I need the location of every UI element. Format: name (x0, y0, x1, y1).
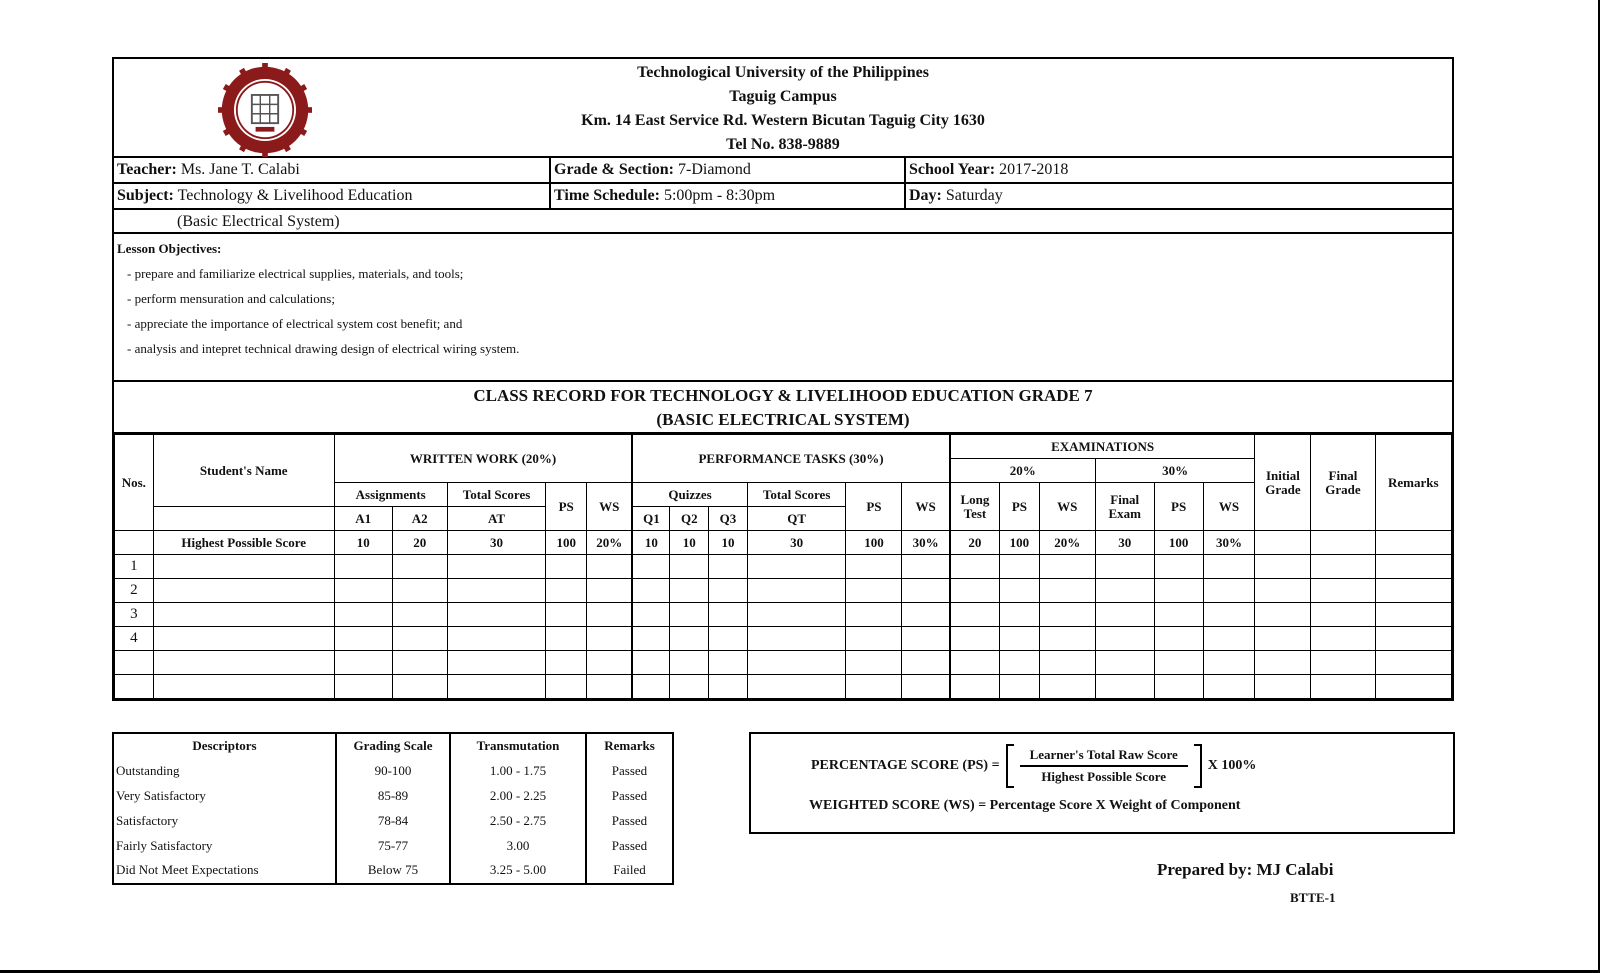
telephone: Tel No. 838-9889 (726, 136, 840, 153)
descriptor-transmutation: 3.00 (450, 833, 586, 858)
row-number[interactable] (115, 651, 154, 675)
a2-header: A2 (392, 507, 447, 531)
a1-header: A1 (334, 507, 392, 531)
day-value: Saturday (945, 187, 1003, 204)
score-cell[interactable] (1203, 579, 1255, 603)
class-record-sheet (112, 57, 1454, 701)
student-name-cell[interactable] (153, 603, 334, 627)
hps-value: 20 (392, 531, 447, 555)
score-cell[interactable] (632, 579, 670, 603)
score-cell[interactable] (334, 675, 392, 699)
score-cell[interactable] (447, 675, 546, 699)
student-row (115, 555, 1452, 579)
ps-numerator: Learner's Total Raw Score (1020, 747, 1188, 767)
score-cell[interactable] (1039, 651, 1095, 675)
teacher-value: Ms. Jane T. Calabi (180, 161, 300, 178)
score-cell[interactable] (1039, 627, 1095, 651)
descriptor-transmutation: 2.00 - 2.25 (450, 784, 586, 809)
ww-ws-header: WS (587, 483, 633, 531)
day-label: Day: (909, 187, 942, 204)
score-cell[interactable] (447, 651, 546, 675)
score-cell[interactable] (1255, 555, 1311, 579)
row-number[interactable]: 3 (115, 603, 154, 627)
descriptor-transmutation: 1.00 - 1.75 (450, 759, 586, 784)
score-cell[interactable] (670, 675, 709, 699)
score-cell[interactable] (950, 579, 1000, 603)
score-cell[interactable] (587, 579, 633, 603)
student-name-header: Student's Name (153, 435, 334, 507)
score-cell[interactable] (1154, 675, 1203, 699)
score-cell[interactable] (1203, 675, 1255, 699)
score-cell[interactable] (546, 555, 587, 579)
record-title-main: CLASS RECORD FOR TECHNOLOGY & LIVELIHOOD EDUCATION GRADE 7 (473, 386, 1093, 405)
score-cell[interactable] (709, 627, 748, 651)
score-cell[interactable] (950, 651, 1000, 675)
document-code: BTTE-1 (1290, 890, 1336, 905)
score-cell[interactable] (1203, 627, 1255, 651)
score-cell[interactable] (1311, 675, 1375, 699)
score-cell[interactable] (1375, 603, 1451, 627)
score-cell[interactable] (1000, 651, 1040, 675)
examinations-header: EXAMINATIONS (950, 435, 1255, 459)
score-cell[interactable] (670, 651, 709, 675)
score-cell[interactable] (447, 627, 546, 651)
score-cell[interactable] (902, 579, 950, 603)
prepared-by: Prepared by: MJ Calabi (1157, 860, 1334, 879)
score-cell[interactable] (902, 603, 950, 627)
university-name: Technological University of the Philippines (637, 64, 929, 81)
grade-value: 7-Diamond (677, 161, 751, 178)
descriptor-remark: Passed (611, 787, 648, 803)
score-cell[interactable] (1154, 651, 1203, 675)
teacher-label: Teacher: (117, 161, 177, 178)
score-cell[interactable] (1095, 603, 1154, 627)
score-cell[interactable] (632, 603, 670, 627)
score-cell[interactable] (587, 627, 633, 651)
lt-ws-header: WS (1039, 483, 1095, 531)
score-cell[interactable] (1154, 627, 1203, 651)
row-number[interactable]: 2 (115, 579, 154, 603)
fe-ps-header: PS (1154, 483, 1203, 531)
weighted-score-formula: WEIGHTED SCORE (WS) = Percentage Score X Weight of Component (809, 798, 1241, 813)
long-test-header: Long Test (950, 483, 1000, 531)
score-cell[interactable] (1311, 579, 1375, 603)
descriptor-remark: Passed (611, 837, 648, 853)
score-cell[interactable] (546, 651, 587, 675)
score-cell[interactable] (902, 675, 950, 699)
score-cell[interactable] (747, 675, 846, 699)
score-cell[interactable] (1039, 603, 1095, 627)
score-cell[interactable] (392, 627, 447, 651)
score-cell[interactable] (670, 555, 709, 579)
score-cell[interactable] (1203, 651, 1255, 675)
score-cell[interactable] (1375, 555, 1451, 579)
row-number[interactable]: 4 (115, 627, 154, 651)
descriptor-transmutation: 2.50 - 2.75 (450, 808, 586, 833)
score-cell[interactable] (902, 627, 950, 651)
descriptor-remark: Passed (611, 812, 648, 828)
student-name-cell[interactable] (153, 579, 334, 603)
score-cell[interactable] (587, 603, 633, 627)
hps-value: 30% (1203, 531, 1255, 555)
score-cell[interactable] (670, 627, 709, 651)
hps-value: 10 (709, 531, 748, 555)
score-cell[interactable] (632, 627, 670, 651)
record-title-sub: (BASIC ELECTRICAL SYSTEM) (656, 410, 910, 429)
row-number[interactable]: 1 (115, 555, 154, 579)
score-cell[interactable] (1000, 579, 1040, 603)
score-cell[interactable] (447, 603, 546, 627)
score-cell[interactable] (1311, 651, 1375, 675)
ps-multiplier: X 100% (1207, 758, 1257, 773)
hps-initial-cell (1255, 531, 1311, 555)
exam-weight-30: 30% (1095, 459, 1255, 483)
at-header: AT (447, 507, 546, 531)
descriptor-scale: 75-77 (336, 833, 450, 858)
lesson-objectives (114, 234, 1452, 382)
descriptor-scale: 78-84 (336, 808, 450, 833)
score-cell[interactable] (447, 555, 546, 579)
score-cell[interactable] (747, 555, 846, 579)
score-cell[interactable] (1154, 603, 1203, 627)
score-cell[interactable] (1000, 603, 1040, 627)
time-label: Time Schedule: (554, 187, 660, 204)
score-cell[interactable] (747, 651, 846, 675)
descriptor-transmutation: 3.25 - 5.00 (450, 858, 586, 883)
university-seal-icon (218, 63, 312, 157)
score-cell[interactable] (334, 603, 392, 627)
score-cell[interactable] (546, 627, 587, 651)
score-cell[interactable] (587, 555, 633, 579)
score-cell[interactable] (1375, 627, 1451, 651)
hps-value: 10 (334, 531, 392, 555)
score-cell[interactable] (587, 651, 633, 675)
score-cell[interactable] (587, 675, 633, 699)
record-title (114, 382, 1452, 434)
final-exam-header: Final Exam (1095, 483, 1154, 531)
score-cell[interactable] (747, 603, 846, 627)
score-cell[interactable] (1375, 675, 1451, 699)
score-cell[interactable] (1375, 651, 1451, 675)
campus-name: Taguig Campus (729, 88, 837, 105)
time-value: 5:00pm - 8:30pm (663, 187, 776, 204)
subject-label: Subject: (117, 187, 174, 204)
objective-item: - analysis and intepret technical drawing design of electrical wiring system. (127, 341, 520, 356)
score-cell[interactable] (546, 579, 587, 603)
grade-label: Grade & Section: (554, 161, 674, 178)
student-row (115, 603, 1452, 627)
score-cell[interactable] (632, 651, 670, 675)
assignments-header: Assignments (334, 483, 447, 507)
descriptor-scale: Below 75 (336, 858, 450, 883)
descriptor-name: Fairly Satisfactory (114, 833, 336, 858)
descriptor-remark: Passed (611, 763, 648, 779)
percentage-score-formula (811, 744, 1256, 788)
score-cell[interactable] (1255, 603, 1311, 627)
score-cell[interactable] (1375, 579, 1451, 603)
row-number[interactable] (115, 675, 154, 699)
descriptor-name: Outstanding (114, 759, 336, 784)
student-name-spacer (153, 507, 334, 531)
hps-label: Highest Possible Score (153, 531, 334, 555)
hps-value: 30 (1095, 531, 1154, 555)
hps-value: 30 (747, 531, 846, 555)
hps-value: 20% (1039, 531, 1095, 555)
descriptor-name: Satisfactory (114, 808, 336, 833)
written-work-header: WRITTEN WORK (20%) (334, 435, 632, 483)
score-cell[interactable] (334, 579, 392, 603)
score-cell[interactable] (1039, 555, 1095, 579)
school-header (114, 59, 1452, 158)
score-cell[interactable] (334, 555, 392, 579)
score-cell[interactable] (1154, 555, 1203, 579)
score-cell[interactable] (1255, 579, 1311, 603)
descriptor-scale: 90-100 (336, 759, 450, 784)
objective-item: - appreciate the importance of electrical system cost benefit; and (127, 316, 463, 331)
score-cell[interactable] (846, 555, 902, 579)
score-cell[interactable] (846, 603, 902, 627)
score-cell[interactable] (334, 651, 392, 675)
subject-value: Technology & Livelihood Education (177, 187, 413, 204)
ps-denominator: Highest Possible Score (1041, 769, 1167, 784)
student-name-cell[interactable] (153, 555, 334, 579)
ps-fraction (1014, 747, 1194, 785)
student-row (115, 627, 1452, 651)
score-cell[interactable] (1154, 579, 1203, 603)
score-cell[interactable] (846, 675, 902, 699)
score-cell[interactable] (846, 627, 902, 651)
score-cell[interactable] (1095, 579, 1154, 603)
remarks-header: Remarks (1375, 435, 1451, 531)
score-cell[interactable] (709, 579, 748, 603)
hps-final-cell (1311, 531, 1375, 555)
score-cell[interactable] (747, 627, 846, 651)
hps-value: 20% (587, 531, 633, 555)
score-cell[interactable] (632, 555, 670, 579)
score-cell[interactable] (392, 579, 447, 603)
final-grade-header: Final Grade (1311, 435, 1375, 531)
objective-item: - perform mensuration and calculations; (127, 291, 335, 306)
hps-value: 30% (902, 531, 950, 555)
score-cell[interactable] (709, 603, 748, 627)
pt-total-scores-header: Total Scores (747, 483, 846, 507)
score-cell[interactable] (1095, 627, 1154, 651)
q2-header: Q2 (670, 507, 709, 531)
score-cell[interactable] (1255, 627, 1311, 651)
info-row-1 (114, 158, 1452, 184)
quizzes-header: Quizzes (632, 483, 747, 507)
hps-value: 100 (546, 531, 587, 555)
score-cell[interactable] (950, 603, 1000, 627)
score-cell[interactable] (1039, 675, 1095, 699)
nos-header: Nos. (115, 435, 154, 531)
exam-weight-20: 20% (950, 459, 1095, 483)
score-cell[interactable] (902, 555, 950, 579)
score-cell[interactable] (846, 651, 902, 675)
student-name-cell[interactable] (153, 627, 334, 651)
score-cell[interactable] (709, 651, 748, 675)
score-cell[interactable] (670, 603, 709, 627)
score-cell[interactable] (392, 603, 447, 627)
objective-item: - prepare and familiarize electrical supplies, materials, and tools; (127, 266, 464, 281)
lt-ps-header: PS (1000, 483, 1040, 531)
score-cell[interactable] (546, 675, 587, 699)
score-cell[interactable] (846, 579, 902, 603)
subject-subtitle: (Basic Electrical System) (114, 210, 1452, 234)
class-record-table (114, 434, 1452, 699)
score-cell[interactable] (546, 603, 587, 627)
score-cell[interactable] (334, 627, 392, 651)
ww-ps-header: PS (546, 483, 587, 531)
descriptor-name: Very Satisfactory (114, 784, 336, 809)
objectives-title: Lesson Objectives: (117, 241, 222, 256)
right-bracket (1194, 744, 1202, 788)
score-cell[interactable] (1039, 579, 1095, 603)
score-cell[interactable] (709, 555, 748, 579)
pt-ps-header: PS (846, 483, 902, 531)
score-cell[interactable] (1255, 675, 1311, 699)
score-cell[interactable] (1311, 603, 1375, 627)
student-row (115, 579, 1452, 603)
fe-ws-header: WS (1203, 483, 1255, 531)
qt-header: QT (747, 507, 846, 531)
ww-total-scores-header: Total Scores (447, 483, 546, 507)
info-row-2 (114, 184, 1452, 210)
score-cell[interactable] (392, 555, 447, 579)
campus-address: Km. 14 East Service Rd. Western Bicutan Taguig City 1630 (581, 112, 985, 129)
score-cell[interactable] (1000, 555, 1040, 579)
q3-header: Q3 (709, 507, 748, 531)
descriptors-header: Descriptors (114, 734, 336, 759)
score-cell[interactable] (1000, 627, 1040, 651)
hps-nos-cell (115, 531, 154, 555)
student-row (115, 651, 1452, 675)
hps-remarks-cell (1375, 531, 1451, 555)
school-year-value: 2017-2018 (999, 161, 1069, 178)
student-name-cell[interactable] (153, 675, 334, 699)
grading-scale-header: Grading Scale (336, 734, 450, 759)
descriptor-name: Did Not Meet Expectations (114, 858, 336, 883)
hps-value: 20 (950, 531, 1000, 555)
pt-ws-header: WS (902, 483, 950, 531)
score-cell[interactable] (950, 675, 1000, 699)
score-cell[interactable] (392, 675, 447, 699)
transmutation-header: Transmutation (450, 734, 586, 759)
score-cell[interactable] (447, 579, 546, 603)
score-cell[interactable] (950, 555, 1000, 579)
score-cell[interactable] (1311, 555, 1375, 579)
score-cell[interactable] (1095, 651, 1154, 675)
hps-value: 10 (670, 531, 709, 555)
score-cell[interactable] (1311, 627, 1375, 651)
performance-tasks-header: PERFORMANCE TASKS (30%) (632, 435, 949, 483)
initial-grade-header: Initial Grade (1255, 435, 1311, 531)
score-cell[interactable] (632, 675, 670, 699)
score-cell[interactable] (1203, 555, 1255, 579)
score-cell[interactable] (902, 651, 950, 675)
score-cell[interactable] (1255, 651, 1311, 675)
score-cell[interactable] (392, 651, 447, 675)
score-cell[interactable] (1000, 675, 1040, 699)
hps-value: 100 (846, 531, 902, 555)
hps-value: 100 (1000, 531, 1040, 555)
descriptor-scale: 85-89 (336, 784, 450, 809)
ps-label: PERCENTAGE SCORE (PS) = (811, 758, 1000, 773)
score-cell[interactable] (950, 627, 1000, 651)
descriptor-remark: Failed (613, 862, 646, 878)
score-formula-box (749, 732, 1455, 834)
student-row (115, 675, 1452, 699)
grading-descriptors (112, 732, 674, 885)
school-year-label: School Year: (909, 161, 996, 178)
hps-value: 100 (1154, 531, 1203, 555)
descriptor-remarks-header: Remarks (604, 738, 655, 754)
score-cell[interactable] (709, 675, 748, 699)
left-bracket (1006, 744, 1014, 788)
hps-value: 30 (447, 531, 546, 555)
student-name-cell[interactable] (153, 651, 334, 675)
score-cell[interactable] (670, 579, 709, 603)
q1-header: Q1 (632, 507, 670, 531)
score-cell[interactable] (747, 579, 846, 603)
score-cell[interactable] (1095, 555, 1154, 579)
hps-value: 10 (632, 531, 670, 555)
score-cell[interactable] (1095, 675, 1154, 699)
score-cell[interactable] (1203, 603, 1255, 627)
